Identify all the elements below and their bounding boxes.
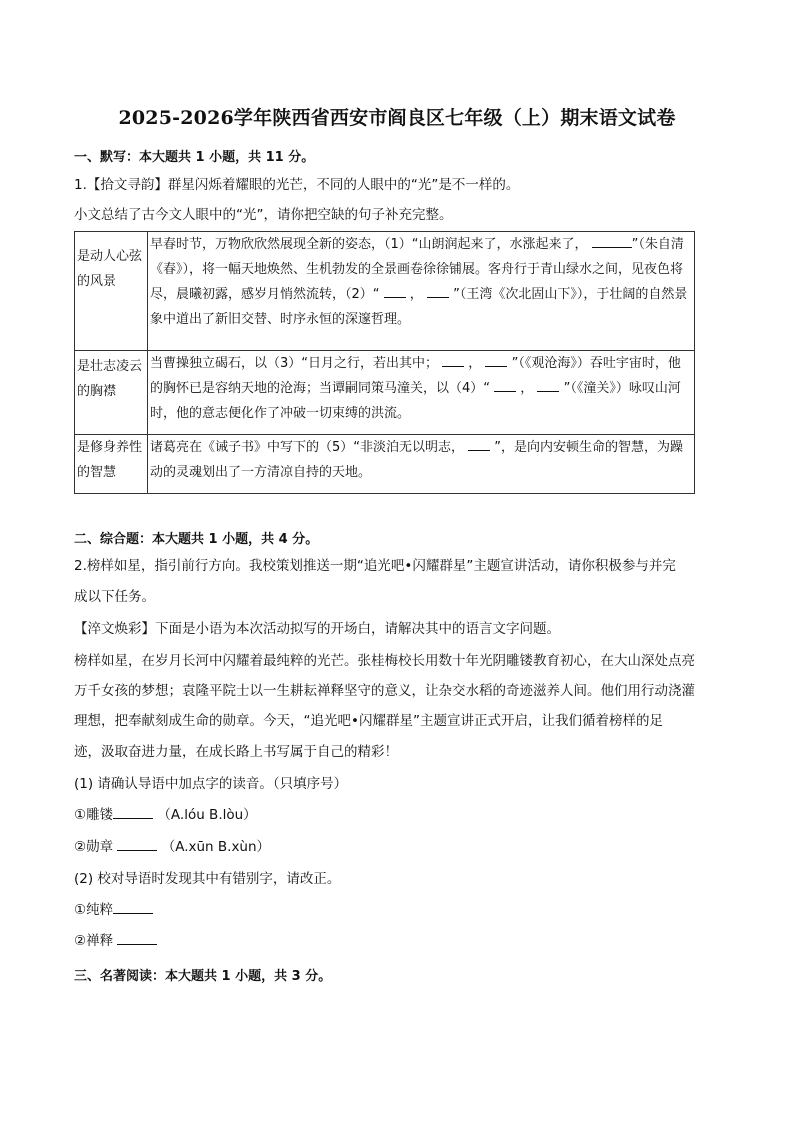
answer-blank-sub1b[interactable] [117,836,157,851]
answer-blank-4a[interactable] [494,377,516,392]
answer-blank-2a[interactable] [384,283,406,298]
table-row [75,232,695,351]
section3-heading: 三、名著阅读：本大题共 1 小题，共 3 分。 [74,969,332,984]
row1-text-e: 北固山下》），于壮阔的自然景象中道出了新旧交替、时序永恒的深邃哲理。 [150,287,688,327]
row2-text-d: ”（《潼关》）咏叹山河时，他的意志便化作了冲破一切束缚的洪流。 [150,381,681,421]
sub2-item-a [74,896,724,925]
row1-text-c: 水之间，见夜色将尽，晨曦初露，感岁月悄然流转，（2）“ [150,262,684,302]
passage-line: 万千女孩的梦想；袁隆平院士以一生耕耘禅释坚守的意义，让杂交水稻的奇迹滋养人间。他们用行动浇灌 [74,683,695,699]
q1-intro-line1: 1.【拾文寻韵】群星闪烁着耀眼的光芒，不同的人眼中的“光”是不一样的。 [74,177,520,193]
q2-task-line: 【淬文焕彩】下面是小语为本次活动拟写的开场白，请解决其中的语言文字问题。 [74,621,560,637]
recitation-table [74,231,695,494]
row1-text-d: ”（王湾《次 [453,287,519,302]
sub2-item-a-label: ①纯粹 [74,902,114,918]
row-head-scenery: 是动人心弦的风景 [75,232,148,351]
row1-comma: ， [409,287,423,302]
q1-intro-line2: 小文总结了古今文人眼中的“光”，请你把空缺的句子补充完整。 [74,207,453,223]
row-body-ambition [148,351,695,435]
sub1-item-b-label: ②勋章 [74,839,114,855]
answer-blank-3a[interactable] [442,352,464,367]
row-body-scenery [148,232,695,351]
row2-comma-2: ， [520,381,534,396]
sub-question-1: (1) 请确认导语中加点字的读音。（只填序号） [74,776,348,792]
row1-text-a: 早春时节，万物欣欣然展现全新的姿态，（1）“山朗润起来了，水涨起来了， [150,237,588,252]
answer-blank-1[interactable] [592,233,632,248]
passage-line: 理想，把奉献刻成生命的勋章。今天，“追光吧•闪耀群星”主题宣讲正式开启，让我们循着榜样的足 [74,713,663,729]
answer-blank-sub2b[interactable] [117,930,157,945]
row1-text-b: ”（朱自清《春》），将一幅天地焕然、生机勃发的全景画卷徐徐铺展。客舟行于青山绿 [150,237,684,277]
section2-heading: 二、综合题：本大题共 1 小题，共 4 分。 [74,532,319,547]
sub1-item-a-label: ①雕镂 [74,807,114,823]
answer-blank-5[interactable] [468,436,490,451]
sub2-item-b [74,927,724,956]
row3-text-c: 慧，为躁动的灵魂划出了一方清凉自持的天地。 [150,440,684,480]
answer-blank-sub2a[interactable] [113,899,153,914]
q2-intro-line1: 2.榜样如星，指引前行方向。我校策划推送一期“追光吧•闪耀群星”主题宣讲活动，请你积极参与并完 [74,558,676,574]
row2-text-b: ”（《观沧海》）吞吐 [511,356,616,371]
row2-comma: ， [468,356,482,371]
answer-blank-4b[interactable] [537,377,559,392]
table-row [75,435,695,494]
answer-blank-sub1a[interactable] [113,804,153,819]
row2-text-c: 宇宙时，他的胸怀已是容纳天地的沧海；当谭嗣同策马潼关，以（4）“ [150,356,681,396]
row-body-wisdom [148,435,695,494]
row2-text-a: 当曹操独立碣石，以（3）“日月之行，若出其中； [150,356,439,371]
answer-blank-3b[interactable] [485,352,507,367]
sub1-item-a-options: （A.lóu B.lòu） [157,807,257,823]
section1-heading: 一、默写：本大题共 1 小题，共 11 分。 [74,150,315,165]
sub-question-2: (2) 校对导语时发现其中有错别字，请改正。 [74,871,341,887]
row-head-ambition: 是壮志凌云的胸襟 [75,351,148,435]
sub1-item-b-options: （A.xūn B.xùn） [161,839,271,855]
table-row [75,351,695,435]
q2-intro-line2: 成以下任务。 [74,589,155,605]
sub1-item-b [74,833,724,862]
row3-text-a: 诸葛亮在《诫子书》中写下的（5）“非淡泊无以明志， [150,440,465,455]
sub1-item-a [74,801,724,830]
passage-line: 迹，汲取奋进力量，在成长路上书写属于自己的精彩！ [74,744,398,760]
row-head-wisdom: 是修身养性的智慧 [75,435,148,494]
sub2-item-b-label: ②禅释 [74,933,114,949]
row3-text-b: ”，是向内安顿生命的智 [494,440,632,455]
passage-line: 榜样如星，在岁月长河中闪耀着最纯粹的光芒。张桂梅校长用数十年光阴雕镂教育初心，在大山深处点亮 [74,653,695,669]
answer-blank-2b[interactable] [427,283,449,298]
exam-title: 2025-2026学年陕西省西安市阎良区七年级（上）期末语文试卷 [118,107,676,129]
